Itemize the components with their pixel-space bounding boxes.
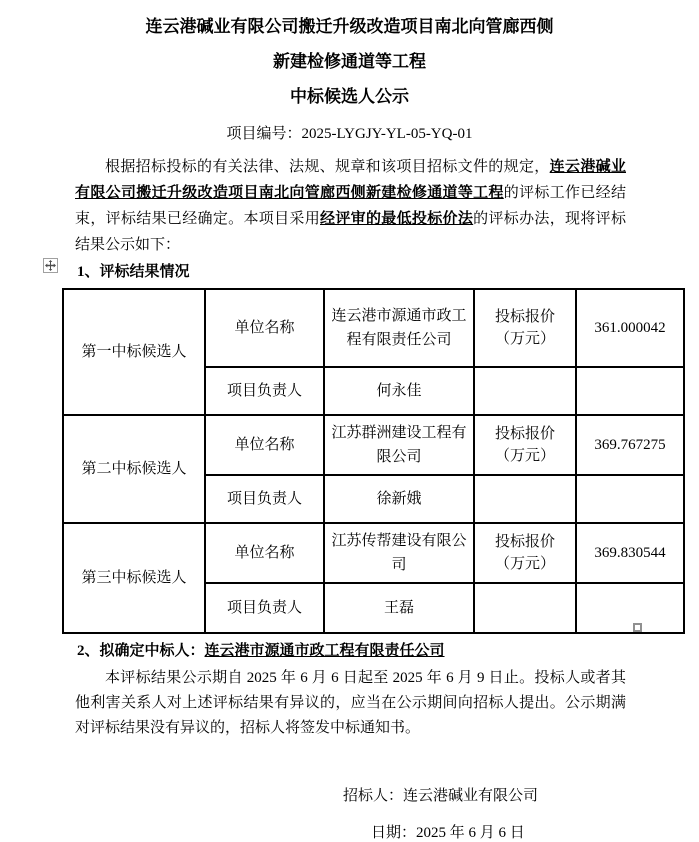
price-label-line1: 投标报价 bbox=[494, 309, 555, 325]
date-line: 日期：2025 年 6 月 6 日 bbox=[371, 825, 525, 841]
empty-cell bbox=[576, 475, 684, 523]
rank-cell: 第二中标候选人 bbox=[63, 415, 205, 523]
manager-label-cell: 项目负责人 bbox=[205, 475, 324, 523]
table-row bbox=[63, 289, 684, 367]
table-row bbox=[63, 523, 684, 583]
intro-tail-text: 的评标办法，现将评标结果公示如下： bbox=[75, 211, 626, 253]
price-label-cell bbox=[474, 289, 576, 367]
manager-label-cell: 项目负责人 bbox=[205, 583, 324, 633]
manager-name-cell: 何永佳 bbox=[324, 367, 474, 415]
price-value-cell: 361.000042 bbox=[576, 289, 684, 367]
document-title-line-2: 新建检修通道等工程 bbox=[273, 52, 426, 71]
unit-label-cell: 单位名称 bbox=[205, 289, 324, 367]
unit-label-cell: 单位名称 bbox=[205, 523, 324, 583]
rank-cell: 第一中标候选人 bbox=[63, 289, 205, 415]
move-icon bbox=[45, 260, 56, 271]
price-label-cell bbox=[474, 523, 576, 583]
table-move-handle[interactable] bbox=[43, 258, 58, 273]
price-label-cell bbox=[474, 415, 576, 475]
intro-paragraph bbox=[75, 154, 626, 258]
manager-name-cell: 王磊 bbox=[324, 583, 474, 633]
unit-name-cell: 江苏群洲建设工程有限公司 bbox=[324, 415, 474, 475]
table-row bbox=[63, 415, 684, 475]
price-label-line1: 投标报价 bbox=[494, 426, 555, 442]
empty-cell bbox=[474, 583, 576, 633]
unit-name-cell: 连云港市源通市政工程有限责任公司 bbox=[324, 289, 474, 367]
document-title-line-3: 中标候选人公示 bbox=[290, 87, 409, 106]
empty-cell bbox=[474, 367, 576, 415]
intro-method-emphasis: 经评审的最低投标价法 bbox=[320, 211, 474, 227]
bid-evaluation-table bbox=[62, 288, 685, 634]
intro-middle-text: 的评标工作已经结束，评标结果已经确定。本项目采用 bbox=[75, 185, 626, 227]
price-label-line2: （万元） bbox=[494, 448, 555, 464]
unit-name-cell: 江苏传帮建设有限公司 bbox=[324, 523, 474, 583]
section2-heading bbox=[77, 643, 699, 660]
document-title-line-1: 连云港碱业有限公司搬迁升级改造项目南北向管廊西侧 bbox=[145, 17, 554, 36]
price-label-line1: 投标报价 bbox=[494, 534, 555, 550]
empty-cell bbox=[474, 475, 576, 523]
price-label-line2: （万元） bbox=[494, 556, 555, 572]
tenderer-signature-line: 招标人：连云港碱业有限公司 bbox=[343, 788, 539, 804]
rank-cell: 第三中标候选人 bbox=[63, 523, 205, 633]
price-value-cell: 369.767275 bbox=[576, 415, 684, 475]
section1-heading: 1、评标结果情况 bbox=[77, 264, 190, 280]
project-number: 项目编号：2025-LYGJY-YL-05-YQ-01 bbox=[226, 126, 473, 142]
manager-name-cell: 徐新娥 bbox=[324, 475, 474, 523]
empty-cell bbox=[576, 583, 684, 633]
unit-label-cell: 单位名称 bbox=[205, 415, 324, 475]
section2-heading-prefix: 2、拟确定中标人： bbox=[77, 643, 205, 659]
publicity-period-paragraph: 本评标结果公示期自 2025 年 6 月 6 日起至 2025 年 6 月 9 日止。投标人或者其他利害关系人对上述评标结果有异议的，应当在公示期间向招标人提出。公示期满对评标结果没有异议的，招标人将签发中标通知书。 bbox=[75, 670, 626, 736]
intro-lead-text: 根据招标投标的有关法律、法规、规章和该项目招标文件的规定， bbox=[105, 159, 550, 175]
price-value-cell: 369.830544 bbox=[576, 523, 684, 583]
price-label-line2: （万元） bbox=[494, 331, 555, 347]
manager-label-cell: 项目负责人 bbox=[205, 367, 324, 415]
table-resize-handle[interactable] bbox=[633, 623, 642, 632]
intro-project-name-emphasis: 连云港碱业有限公司搬迁升级改造项目南北向管廊西侧新建检修通道等工程 bbox=[75, 159, 626, 201]
winner-name: 连云港市源通市政工程有限责任公司 bbox=[204, 643, 445, 659]
empty-cell bbox=[576, 367, 684, 415]
